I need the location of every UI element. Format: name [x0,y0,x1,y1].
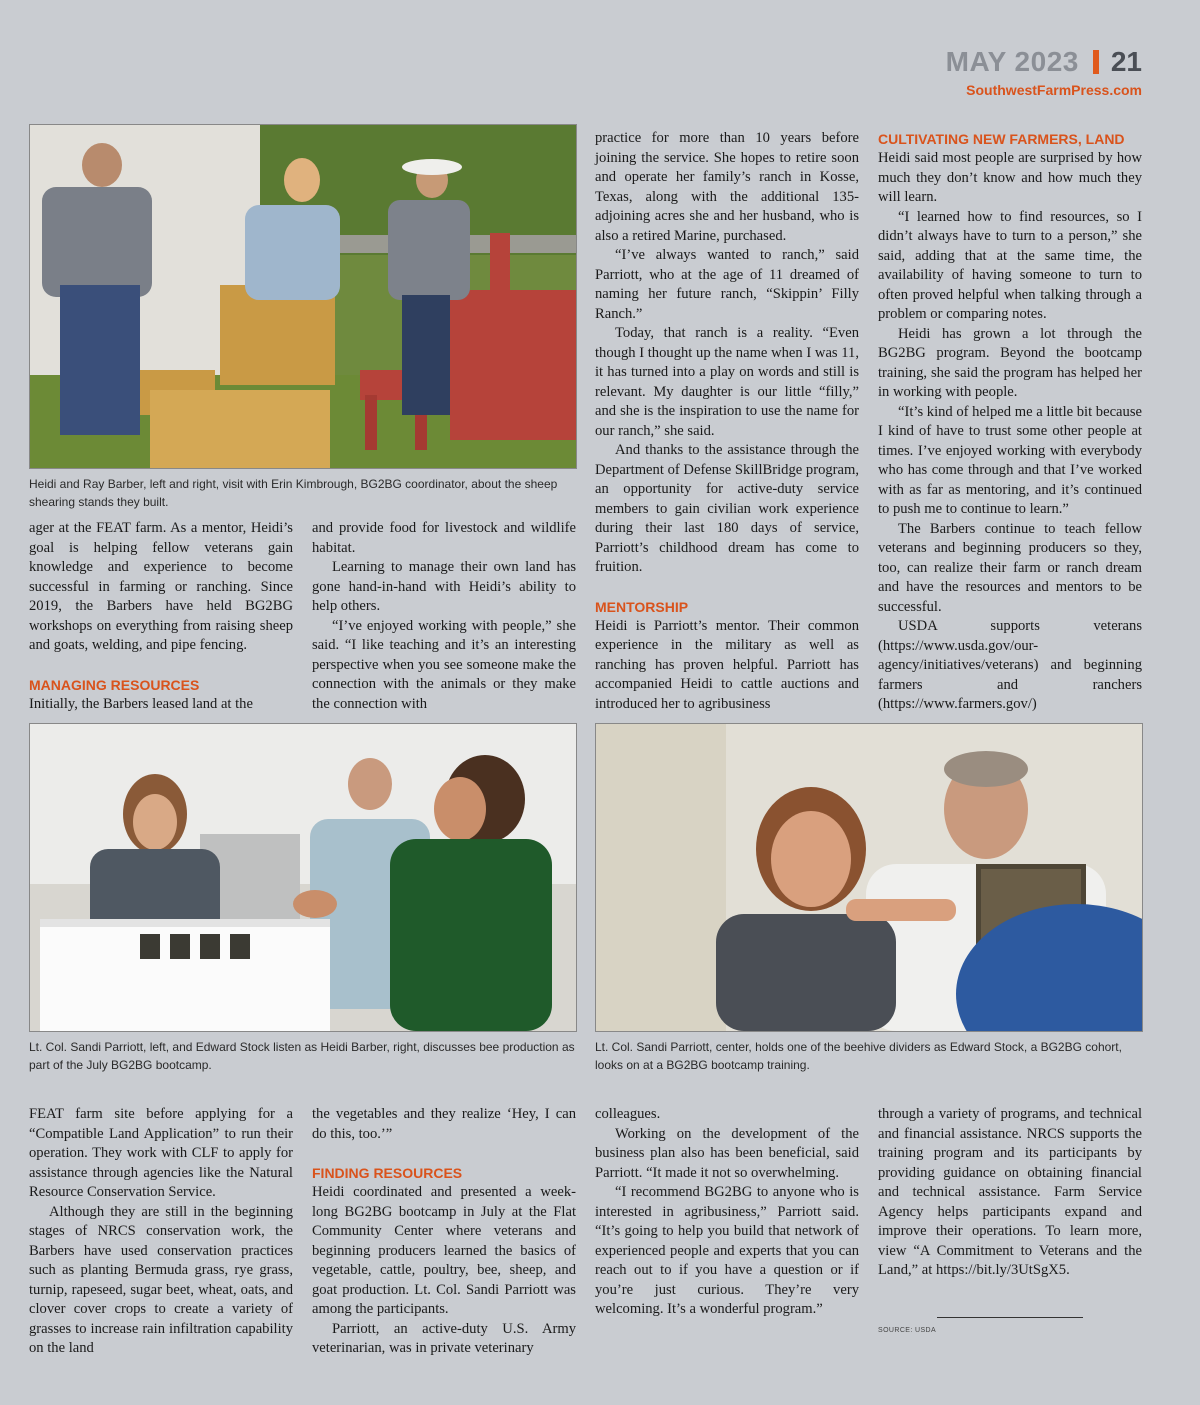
section-heading: FINDING RESOURCES [312,1165,463,1181]
paragraph: Heidi said most people are surprised by how much they don’t know and how much they will learn. [878,150,1142,205]
paragraph: FEAT farm site before applying for a “Compatible Land Application” to run their operation. They work with CLF to apply for assistance through agencies like the Natural Resource Conservation Service. [29,1106,293,1200]
paragraph: practice for more than 10 years before joining the service. She hopes to retire soon and operate her family’s ranch in Kosse, Texas, along with the additional 135-adjoining acres she and her husband, who is also a retired Marine, purchased. [595,130,859,244]
paragraph: the vegetables and they realize ‘Hey, I can do this, too.’” [312,1106,576,1142]
paragraph: Heidi coordinated and presented a week-long BG2BG bootcamp in July at the Flat Community Center where veterans and beginning producers learned the basics of vegetable, cattle, poultry, bee, sheep, and goat production. Lt. Col. Sandi Parriott was among the participants. [312,1184,576,1317]
photo-sheep-stands [29,124,577,469]
photo-sheep-stands-image [30,125,576,468]
lower-column-3 [595,1105,859,1320]
lower-column-1 [29,1105,293,1359]
paragraph: Heidi has grown a lot through the BG2BG program. Beyond the bootcamp training, she said the program has helped her in working with people. [878,325,1142,400]
paragraph: through a variety of programs, and technical and financial assistance. NRCS supports the training program and its participants by providing guidance on obtaining financial and technical assistance. Farm Service Agency helps participants expand and improve their operations. To learn more, view “A Commitment to Veterans and the Land,” at https://bit.ly/3UtSgX5. [878,1106,1142,1278]
paragraph: colleagues. [595,1106,661,1122]
website-url: SouthwestFarmPress.com [966,82,1142,98]
page-number: 21 [1110,46,1142,77]
section-heading: MENTORSHIP [595,598,689,615]
paragraph: “It’s kind of helped me a little bit because I kind of have to trust some other people at times. I’ve enjoyed working with everybody who has come through and that I’ve worked with as far as mentoring, and it’s continued to push me to continue to learn.” [878,403,1142,517]
paragraph: and provide food for livestock and wildlife habitat. [312,520,576,556]
paragraph: “I’ve always wanted to ranch,” said Parriott, who at the age of 11 dreamed of naming her future ranch, “Skippin’ Filly Ranch.” [595,247,859,322]
photo-beehive-divider-image [596,724,1142,1031]
lower-column-4 [878,1105,1142,1281]
upper-column-3 [595,129,859,714]
paragraph: Working on the development of the business plan also has been beneficial, said Parriott. “It made it not so overwhelming. [595,1125,859,1181]
paragraph: The Barbers continue to teach fellow veterans and beginning producers so they, too, can realize their farm or ranch dream and have the resources and mentors to be successful. [878,520,1142,615]
photo-bee-discussion-image [30,724,576,1031]
photo-bee-discussion [29,723,577,1032]
paragraph: And thanks to the assistance through the Department of Defense SkillBridge program, an opportunity for active-duty service members to gain civilian work experience during their last 180 days of service, Parriott’s childhood dream has come to fruition. [595,442,859,575]
photo-beehive-divider [595,723,1143,1032]
end-rule [937,1317,1083,1318]
paragraph: Initially, the Barbers leased land at the [29,695,253,712]
paragraph: ager at the FEAT farm. As a mentor, Heidi’s goal is helping fellow veterans gain knowledge and experience to become successful in farming or ranching. Since 2019, the Barbers have held BG2BG workshops on everything from raising sheep and goats, welding, and pipe fencing. [29,520,293,653]
paragraph: Parriott, an active-duty U.S. Army veterinarian, was in private veterinary [312,1320,576,1356]
page-header [946,44,1142,98]
paragraph: “I’ve enjoyed working with people,” she said. “I like teaching and it’s an interesting perspective when you see someone make the connection with the animals or they make the connection with [312,617,576,712]
paragraph: USDA supports veterans (https://www.usda.gov/our-agency/initiatives/veterans) and beginning farmers and ranchers (https://www.farmers.gov/) [878,618,1142,712]
section-heading: MANAGING RESOURCES [29,676,200,693]
paragraph: Today, that ranch is a reality. “Even though I thought up the name when I was 11, it has turned into a play on words and still is relevant. My daughter is our little “filly,” and she is the inspiration to use the name for our ranch,” she said. [595,325,859,439]
lower-column-2 [312,1105,576,1359]
photo-caption: Lt. Col. Sandi Parriott, left, and Edward Stock listen as Heidi Barber, right, discusses bee production as part of the July BG2BG bootcamp. [29,1040,575,1072]
source-credit: SOURCE: USDA [878,1327,937,1334]
paragraph: “I recommend BG2BG to anyone who is interested in agribusiness,” Parriott said. “It’s going to help you build that network of experienced people and experts that you can reach out to if you have a question or if you’re just curious. They’re very welcoming. It’s a wonderful program.” [595,1184,859,1317]
upper-column-1 [29,519,293,714]
photo-caption: Heidi and Ray Barber, left and right, visit with Erin Kimbrough, BG2BG coordinator, about the sheep shearing stands they built. [29,477,558,509]
issue-date: MAY 2023 [945,46,1079,77]
photo-caption: Lt. Col. Sandi Parriott, center, holds one of the beehive dividers as Edward Stock, a BG2BG cohort, looks on at a BG2BG bootcamp training. [595,1040,1122,1072]
paragraph: “I learned how to find resources, so I didn’t always have to turn to a person,” she said, adding that at the same time, the availability of having someone to turn to often proved helpful when talking through a problem or comparing notes. [878,208,1142,322]
paragraph: Learning to manage their own land has gone hand-in-hand with Heidi’s ability to help others. [312,559,576,614]
paragraph: Although they are still in the beginning stages of NRCS conservation work, the Barbers have used conservation practices such as planting Bermuda grass, rye grass, turnip, rapeseed, sugar beet, wheat, oats, and clover cover crops to create a variety of grasses to increase rain infiltration capability on the land [29,1203,293,1356]
section-heading: CULTIVATING NEW FARMERS, LAND [878,131,1125,147]
paragraph: Heidi is Parriott’s mentor. Their common experience in the military as well as ranching has proven helpful. Parriott has accompanied Heidi to cattle auctions and introduced her to agribusiness [595,617,859,712]
upper-column-2 [312,519,576,714]
header-divider [1093,50,1099,74]
upper-column-4 [878,129,1142,715]
